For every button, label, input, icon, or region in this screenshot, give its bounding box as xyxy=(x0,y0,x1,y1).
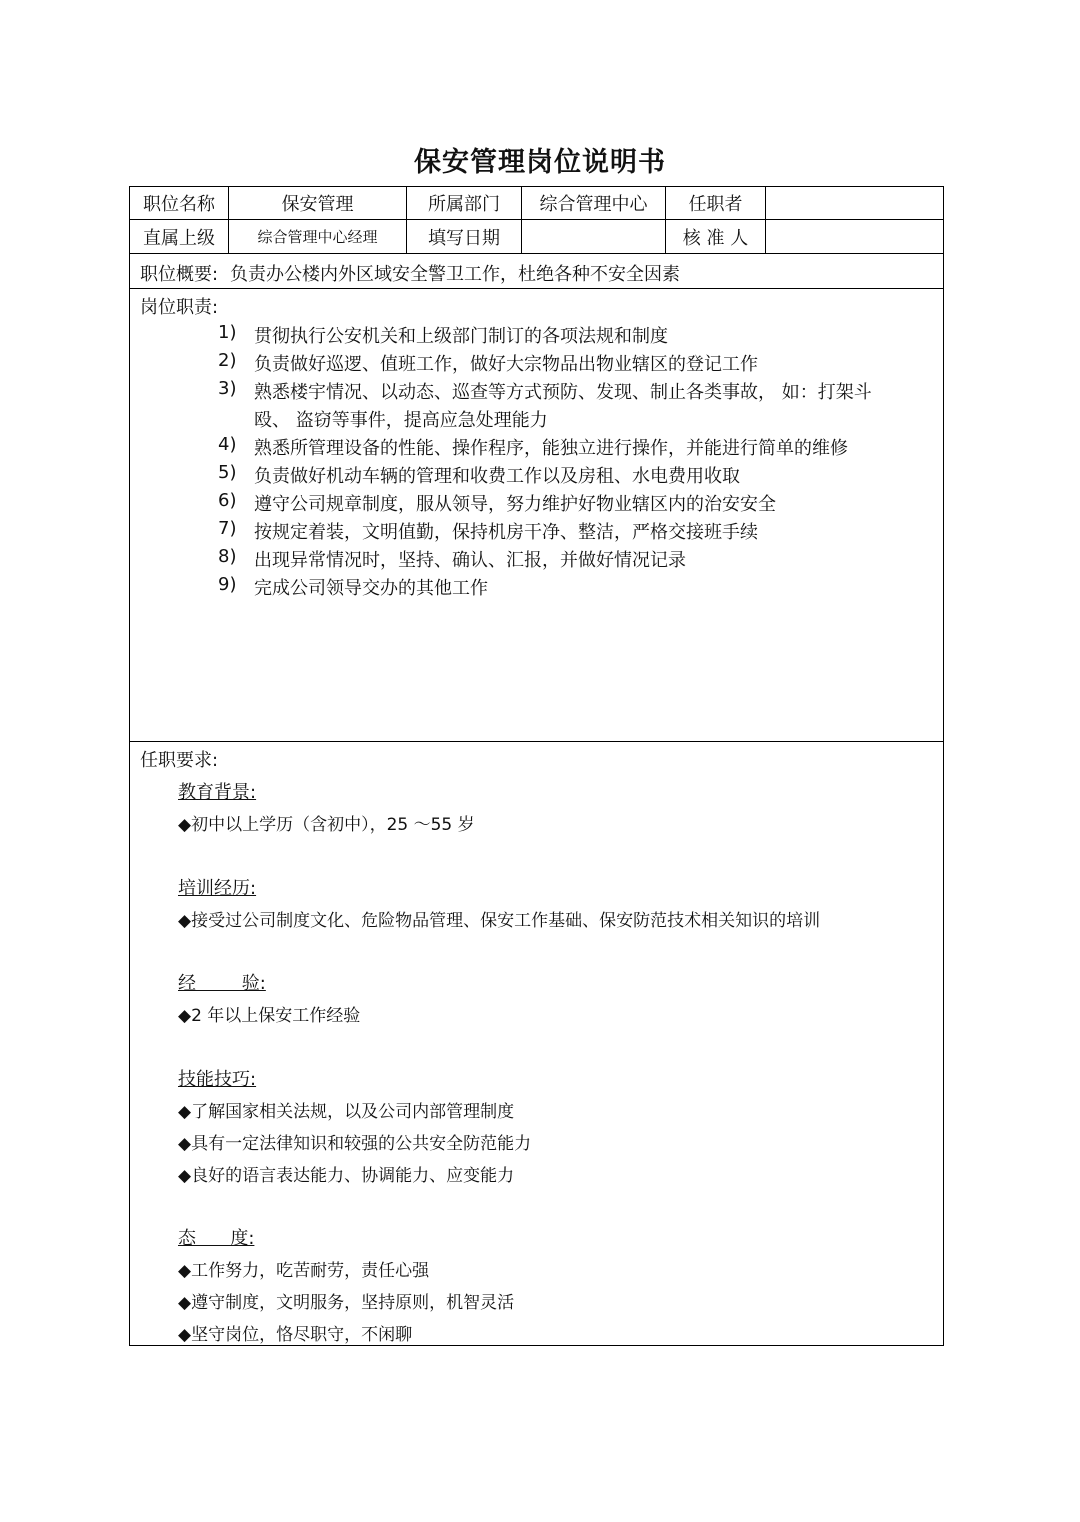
attitude-item: ◆遵守制度，文明服务，坚持原则，机智灵活 xyxy=(178,1293,515,1313)
fill-date-label: 填写日期 xyxy=(407,220,522,253)
position-name-label: 职位名称 xyxy=(130,187,229,219)
incumbent-label: 任职者 xyxy=(666,187,766,219)
duty-number: 7) xyxy=(218,518,237,539)
attitude-item: ◆工作努力，吃苦耐劳，责任心强 xyxy=(178,1261,430,1281)
training-item: ◆接受过公司制度文化、危险物品管理、保安工作基础、保安防范技术相关知识的培训 xyxy=(178,911,821,931)
header-row-2 xyxy=(130,220,943,254)
skills-item: ◆良好的语言表达能力、协调能力、应变能力 xyxy=(178,1166,515,1186)
duty-number: 1) xyxy=(218,322,237,343)
duty-text-continued: 殴、 盗窃等事件，提高应急处理能力 xyxy=(254,410,548,431)
supervisor-label: 直属上级 xyxy=(130,220,229,253)
duty-text: 熟悉所管理设备的性能、操作程序，能独立进行操作，并能进行简单的维修 xyxy=(254,438,848,459)
incumbent-value xyxy=(766,187,943,219)
education-item: ◆初中以上学历（含初中），25 ～55 岁 xyxy=(178,815,475,835)
attitude-heading: 态 度: xyxy=(178,1228,255,1249)
duty-number: 6) xyxy=(218,490,237,511)
duty-text: 出现异常情况时，坚持、确认、汇报，并做好情况记录 xyxy=(254,550,686,571)
duties-section xyxy=(130,289,943,742)
experience-item: ◆2 年以上保安工作经验 xyxy=(178,1006,361,1026)
attitude-item: ◆坚守岗位，恪尽职守，不闲聊 xyxy=(178,1325,413,1345)
department-value: 综合管理中心 xyxy=(522,187,666,219)
duty-number: 8) xyxy=(218,546,237,567)
duty-text: 负责做好机动车辆的管理和收费工作以及房租、水电费用收取 xyxy=(254,466,740,487)
duties-label: 岗位职责: xyxy=(140,297,219,318)
approver-label: 核 准 人 xyxy=(666,220,766,253)
duty-text: 贯彻执行公安机关和上级部门制订的各项法规和制度 xyxy=(254,326,668,347)
summary-label: 职位概要: xyxy=(140,264,219,285)
requirements-section xyxy=(130,742,943,1345)
duty-text: 负责做好巡逻、值班工作，做好大宗物品出物业辖区的登记工作 xyxy=(254,354,758,375)
department-label: 所属部门 xyxy=(407,187,522,219)
duty-number: 9) xyxy=(218,574,237,595)
training-heading: 培训经历: xyxy=(178,878,257,899)
duty-text: 完成公司领导交办的其他工作 xyxy=(254,578,488,599)
summary-row xyxy=(130,254,943,289)
skills-heading: 技能技巧: xyxy=(178,1069,257,1090)
skills-item: ◆具有一定法律知识和较强的公共安全防范能力 xyxy=(178,1134,532,1154)
fill-date-value xyxy=(522,220,666,253)
duty-number: 2) xyxy=(218,350,237,371)
duty-number: 3) xyxy=(218,378,237,399)
skills-item: ◆了解国家相关法规，以及公司内部管理制度 xyxy=(178,1102,515,1122)
summary-text: 负责办公楼内外区域安全警卫工作，杜绝各种不安全因素 xyxy=(230,264,680,285)
document-title: 保安管理岗位说明书 xyxy=(414,147,666,178)
duty-text: 按规定着装，文明值勤，保持机房干净、整洁，严格交接班手续 xyxy=(254,522,758,543)
duty-text: 熟悉楼宇情况、以动态、巡查等方式预防、发现、制止各类事故， 如：打架斗 xyxy=(254,382,872,403)
position-name-value: 保安管理 xyxy=(229,187,407,219)
requirements-label: 任职要求: xyxy=(140,750,219,771)
duty-number: 4) xyxy=(218,434,237,455)
supervisor-value: 综合管理中心经理 xyxy=(229,220,407,253)
education-heading: 教育背景: xyxy=(178,782,257,803)
duty-text: 遵守公司规章制度，服从领导，努力维护好物业辖区内的治安安全 xyxy=(254,494,776,515)
duty-number: 5) xyxy=(218,462,237,483)
header-row-1 xyxy=(130,187,943,220)
experience-heading: 经 验: xyxy=(178,973,266,994)
job-description-table xyxy=(129,186,944,1346)
approver-value xyxy=(766,220,943,253)
